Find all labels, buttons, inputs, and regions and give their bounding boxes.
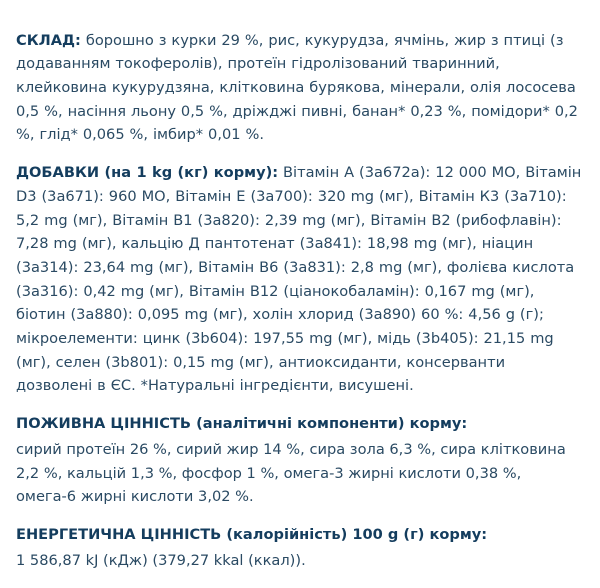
energy-value-heading: ЕНЕРГЕТИЧНА ЦІННІСТЬ (калорійність) 100 g (г) корму: [16,525,488,543]
composition-paragraph [16,29,584,147]
additives-heading: ДОБАВКИ (на 1 kg (кг) корму): [16,164,279,182]
additives-paragraph [16,161,584,397]
energy-value-text: 1 586,87 kJ (кДж) (379,27 kkal (ккал)). [16,551,306,569]
section-nutritional-value [16,412,584,509]
section-additives [16,161,584,397]
nutritional-value-heading: ПОЖИВНА ЦІННІСТЬ (аналітичні компоненти) корму: [16,415,468,433]
composition-heading: СКЛАД: [16,31,81,49]
section-energy-value [16,523,584,572]
composition-text: борошно з курки 29 %, рис, кукурудза, ячмінь, жир з птиці (з додаванням токоферолів), протеїн гідролізований тваринний, клейковина кукурудзяна, клітковина бурякова, мінерали, олія лососева 0,5 %, насіння льону 0,5 %, дріжджі пивні, банан* 0,23 %, помідори* 0,2 %, глід* 0,065 %, імбир* 0,01 %. [16,31,578,144]
additives-text: Вітамін А (3а672а): 12 000 МО, Вітамін D3 (3а671): 960 МО, Вітамін Е (3а700): 320 mg (мг), Вітамін К3 (3а710): 5,2 mg (мг), Вітамін В1 (3а820): 2,39 mg (мг), Вітамін В2 (рибофлавін): 7,28 mg (мг), кальцію Д пантотенат (3а841): 18,98 mg (мг), ніацин (3а314): 23,64 mg (мг), Вітамін В6 (3а831): 2,8 mg (мг), фолієва кислота (3а316): 0,42 mg (мг), Вітамін В12 (ціанокобаламін): 0,167 mg (мг), біотин (3а880): 0,095 mg (мг), холін хлорид (3а890) 60 %: 4,56 g (г); мікроелементи: цинк (3b604): 197,55 mg (мг), мідь (3b405): 21,15 mg (мг), селен (3b801): 0,15 mg (мг), антиоксиданти, консерванти дозволені в ЄС. *Натуральні інгредієнти, висушені. [16,164,582,395]
section-composition [16,29,584,147]
nutritional-value-text: сирий протеїн 26 %, сирий жир 14 %, сира зола 6,3 %, сира клітковина 2,2 %, кальцій 1,3 %, фосфор 1 %, омега-3 жирні кислоти 0,38 %, омега-6 жирні кислоти 3,02 %. [16,441,566,506]
